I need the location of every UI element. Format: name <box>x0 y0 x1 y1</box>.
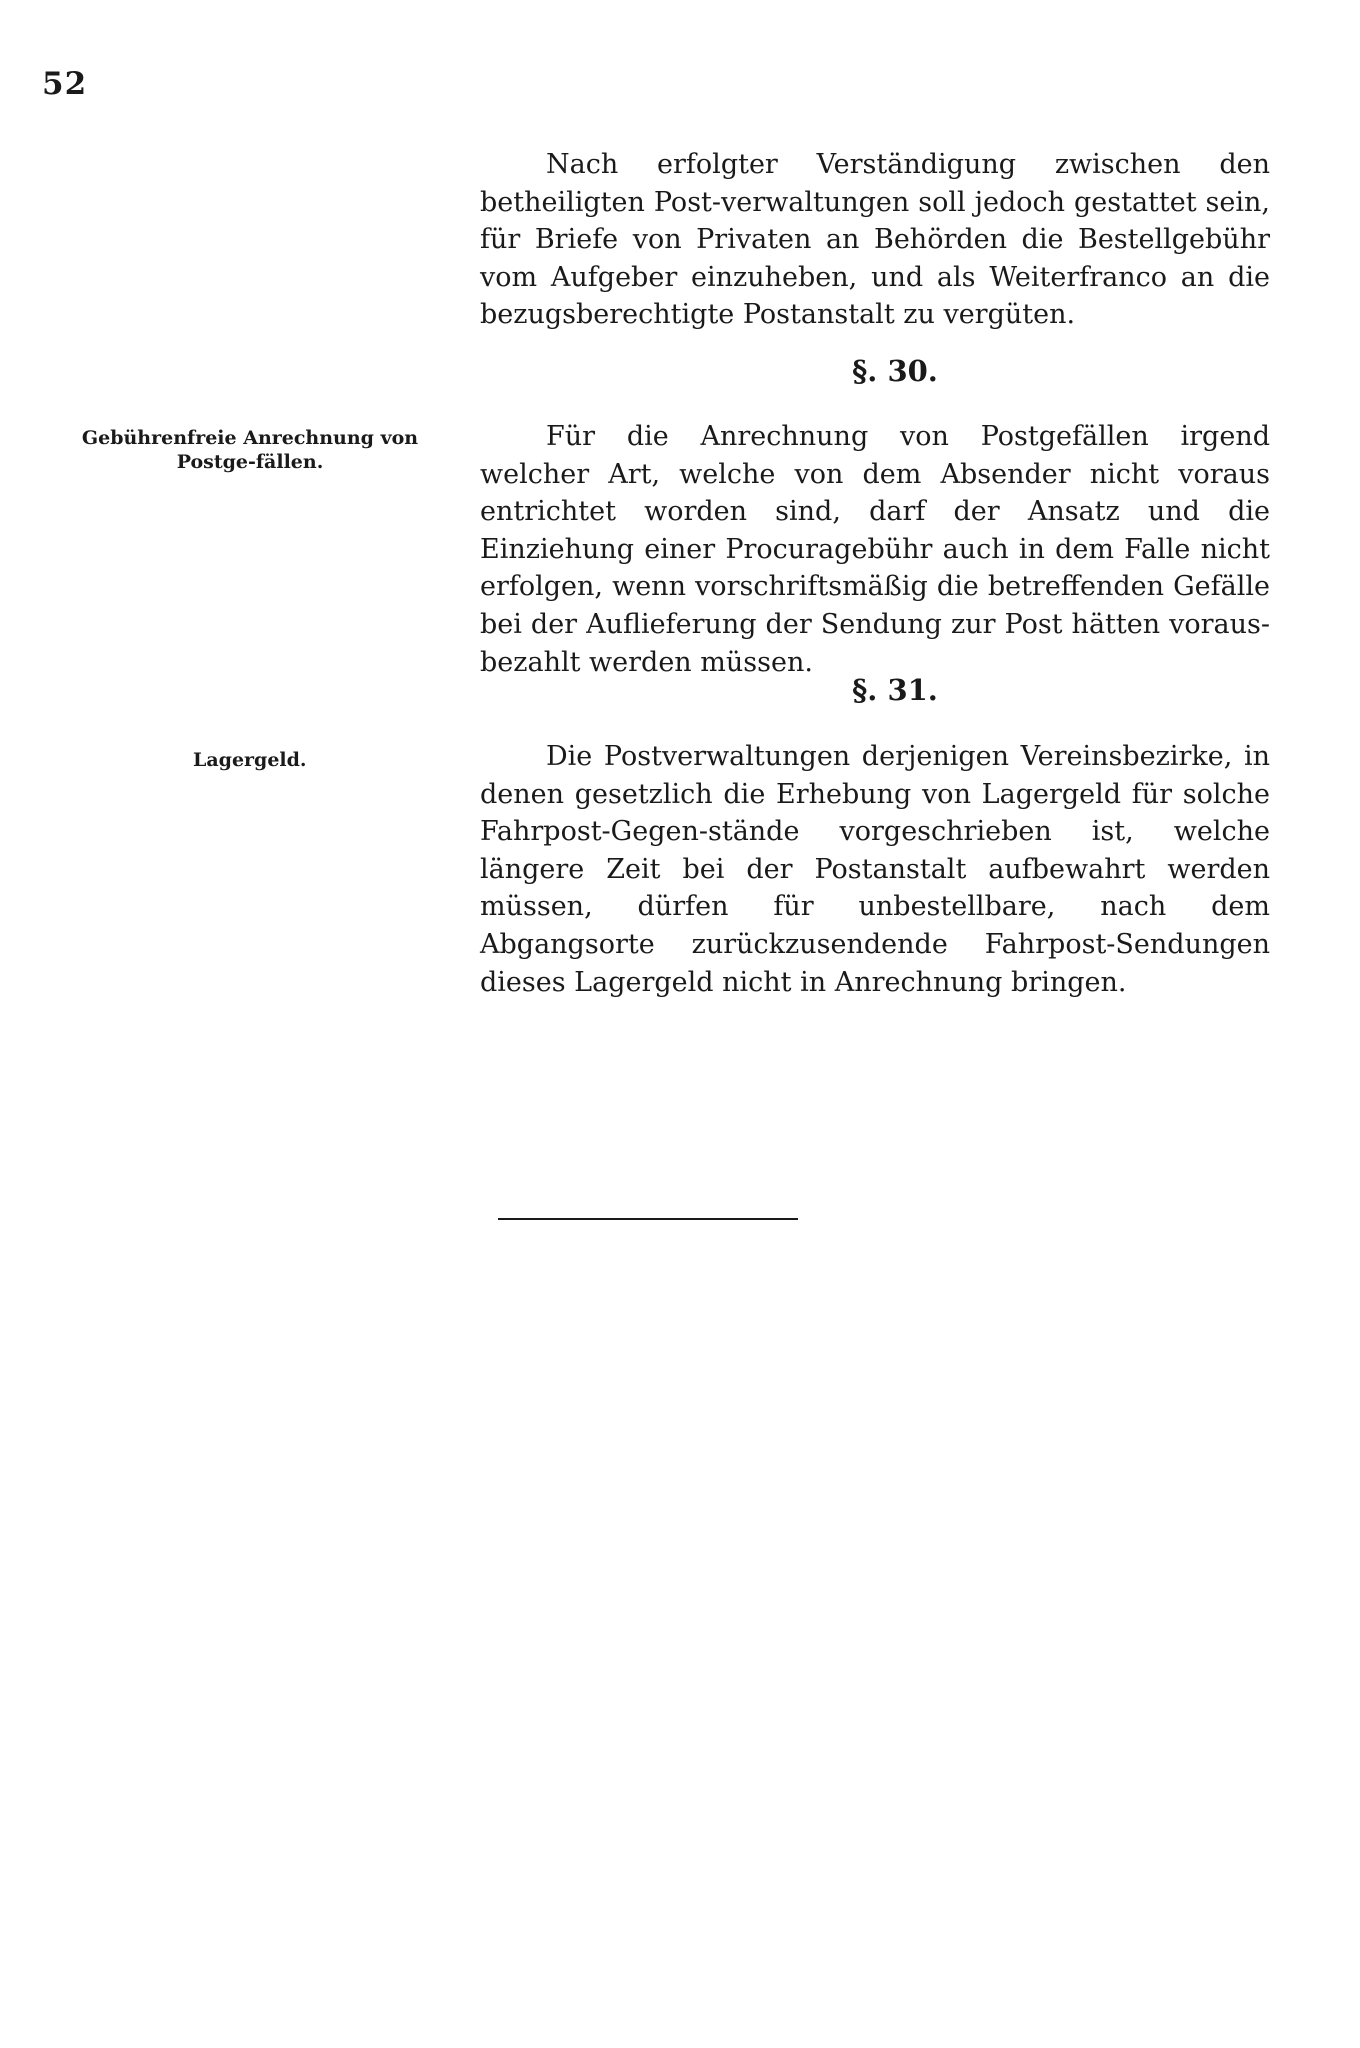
intro-text: Nach erfolgter Verständigung zwischen den betheiligten Post-verwaltungen soll jedoch gestattet sein, für Briefe von Privaten an Behörden die Bestellgebühr vom Aufgeber einzuheben, und als Weiterfranco an die bezugsberechtigte Postanstalt zu vergüten. <box>480 149 1270 331</box>
section-31-heading: §. 31. <box>852 673 938 707</box>
page-number: 52 <box>42 66 88 102</box>
section-30-text: Für die Anrechnung von Postgefällen irgend welcher Art, welche von dem Absender nicht voraus entrichtet worden sind, darf der Ansatz und die Einziehung einer Procuragebühr auch in dem Falle nicht erfolgen, wenn vorschriftsmäßig die betreffenden Gefälle bei der Auflieferung der Sendung zur Post hätten voraus-bezahlt werden müssen. <box>480 421 1270 678</box>
section-31-paragraph <box>480 738 1270 1001</box>
section-30-paragraph <box>480 418 1270 681</box>
section-30-margin-note: Gebührenfreie Anrechnung von Postge-fällen. <box>81 427 419 473</box>
section-30-heading: §. 30. <box>852 354 938 388</box>
intro-paragraph <box>480 146 1270 334</box>
end-rule-divider <box>498 1218 798 1220</box>
section-31-margin-note: Lagergeld. <box>193 749 307 771</box>
section-31-text: Die Postverwaltungen derjenigen Vereinsbezirke, in denen gesetzlich die Erhebung von Lagergeld für solche Fahrpost-Gegen-stände vorgeschrieben ist, welche längere Zeit bei der Postanstalt aufbewahrt werden müssen, dürfen für unbestellbare, nach dem Abgangsorte zurückzusendende Fahrpost-Sendungen dieses Lagergeld nicht in Anrechnung bringen. <box>480 741 1270 998</box>
